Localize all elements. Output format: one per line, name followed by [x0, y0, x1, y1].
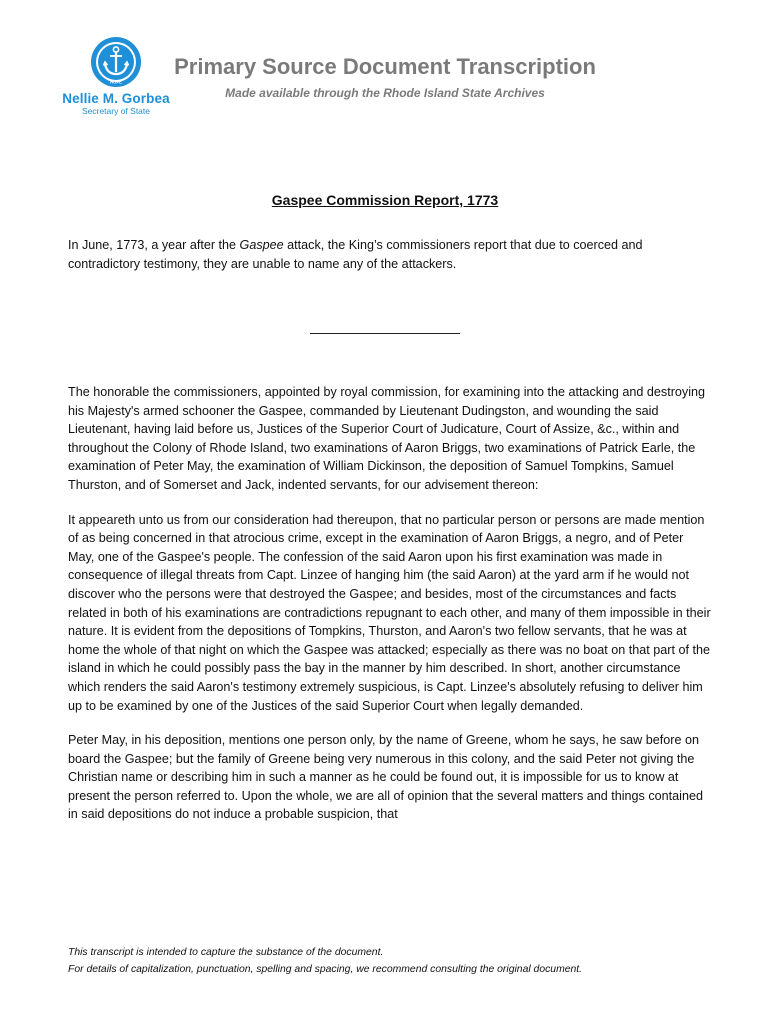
transcript-paragraph: The honorable the commissioners, appointed by royal commission, for examining into the attacking and destroying his Majesty's armed schooner the Gaspee, commanded by Lieutenant Dudingston, and wounding the said Lieutenant, having laid before us, Justices of the Superior Court of Judicature, Court of Assize, &c., within and throughout the Colony of Rhode Island, two examinations of Aaron Briggs, two examinations of Patrick Earle, the examination of Peter May, the examination of William Dickinson, the deposition of Samuel Tompkins, Samuel Thurston, and of Somerset and Jack, indented servants, for our advisement thereon: — [68, 385, 706, 492]
footer-line-2: For details of capitalization, punctuation, spelling and spacing, we recommend consulting the original document. — [68, 963, 583, 975]
intro-text-before: In June, 1773, a year after the — [68, 238, 240, 252]
secretary-name: Nellie M. Gorbea — [62, 91, 170, 106]
document-title: Gaspee Commission Report, 1773 — [271, 192, 499, 208]
footer-line-1: This transcript is intended to capture the substance of the document. — [68, 947, 384, 958]
secretary-title: Secretary of State — [81, 106, 151, 116]
page-title: Primary Source Document Transcription — [174, 54, 596, 79]
footer-note — [68, 945, 728, 978]
rhode-island-seal-anchor-icon — [90, 36, 142, 88]
intro-paragraph — [68, 236, 712, 273]
transcript-paragraph: It appeareth unto us from our consideration had thereupon, that no particular person or persons are made mention of as being concerned in that atrocious crime, except in the examination of Aaron Briggs, a negro, and of Peter May, one of the Gaspee's people. The confession of the said Aaron upon his first examination was made in consequence of illegal threats from Capt. Linzee of hanging him (the said Aaron) at the yard arm if he would not discover who the persons were that destroyed the Gaspee; and besides, most of the circumstances and facts related in both of his examinations are contradictions repugnant to each other, and many of them impossible in their nature. It is evident from the depositions of Tompkins, Thurston, and Aaron's two fellow servants, that he was at home the whole of that night on which the Gaspee was attacked; especially as there was no boat on that part of the island in which he could possibly pass the bay in the manner by him described. In short, another circumstance which renders the said Aaron's testimony extremely suspicious, is Capt. Linzee's absolutely refusing to deliver him up to be examined by one of the Justices of the said Superior Court when legally demanded. — [68, 512, 711, 713]
intro-text-after: attack, the King’s commissioners report that due to coerced and contradictory testimony, they are unable to name any of the attackers. — [68, 238, 643, 271]
intro-emphasis: Gaspee — [239, 238, 284, 252]
seal-hope-text: HOPE — [110, 79, 122, 85]
secretary-of-state-logo — [60, 36, 172, 116]
transcript-body — [68, 383, 712, 840]
transcript-paragraph: Peter May, in his deposition, mentions one person only, by the name of Greene, whom he says, he saw before on board the Gaspee; but the family of Greene being very numerous in this colony, and the said Peter not giving the Christian name or describing him in such a manner as he could be found out, it is impossible for us to know at present the person referred to. Upon the whole, we are all of opinion that the several matters and things contained in said depositions do not induce a probable suspicion, that — [68, 733, 703, 822]
section-divider — [310, 333, 460, 334]
page-subtitle: Made available through the Rhode Island State Archives — [225, 86, 545, 100]
